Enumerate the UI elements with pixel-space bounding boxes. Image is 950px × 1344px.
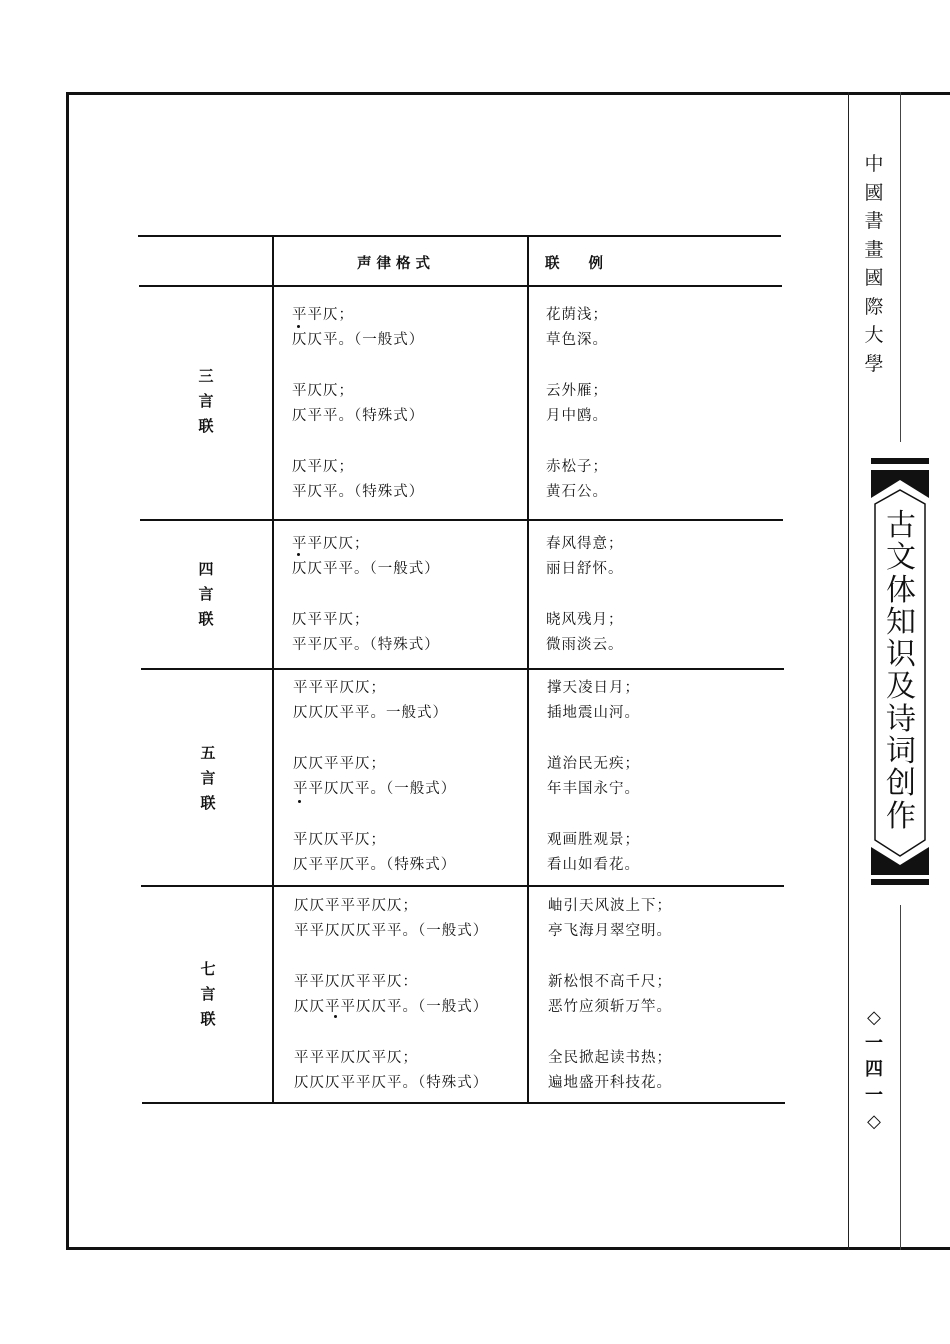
group-label-char: 言 (200, 985, 216, 1003)
pattern-line: 仄平平仄平。（特殊式） (293, 857, 457, 873)
pattern-column (292, 532, 440, 658)
pattern-line: 平仄仄平仄； (293, 832, 386, 848)
pattern-line: 平平仄平。（特殊式） (292, 637, 440, 653)
book-title-char: 体 (886, 572, 916, 608)
diamond-icon: ◇ (867, 1111, 881, 1132)
pattern-line: 平平平仄仄； (293, 680, 386, 696)
publisher-char: 中 (864, 153, 884, 175)
example-line: 观画胜观景； (547, 832, 640, 848)
book-title-char: 知 (886, 604, 916, 640)
table-col-rule (527, 236, 529, 1103)
example-line: 赤松子； (546, 459, 608, 475)
group-label-three-char (191, 364, 221, 439)
example-line: 黄石公。 (546, 484, 608, 500)
group-label-char: 七 (200, 960, 216, 978)
pattern-line: 仄仄平平仄； (293, 756, 386, 772)
example-line: 插地震山河。 (547, 705, 640, 721)
pattern-column (293, 676, 456, 878)
pattern-line: 平仄仄； (292, 383, 354, 399)
group-label-four-char (191, 557, 221, 632)
emphasis-dot (297, 553, 300, 556)
sidebar-divider-lower (900, 905, 901, 1250)
book-title-char: 文 (886, 540, 916, 576)
book-title-char: 古 (886, 508, 916, 543)
group-label-char: 三 (198, 367, 214, 385)
pattern-line: 平平仄仄仄平平。（一般式） (294, 923, 489, 939)
page-frame (66, 92, 950, 1250)
sidebar-divider (848, 92, 849, 1250)
publisher-char: 國 (864, 267, 884, 289)
example-line: 月中鸥。 (546, 408, 608, 424)
table-col-rule (272, 236, 274, 1103)
group-label-char: 四 (198, 560, 214, 578)
emphasis-dot (298, 800, 301, 803)
page-number (860, 1005, 888, 1135)
header-example: 联 例 (545, 255, 603, 272)
example-line: 微雨淡云。 (546, 637, 624, 653)
page-number-char: 四 (865, 1059, 883, 1080)
emphasis-dot (297, 325, 300, 328)
pattern-line: 平平仄； (292, 307, 354, 323)
pattern-line: 仄仄平平平仄仄； (294, 898, 418, 914)
banner-top-bar (871, 458, 929, 464)
example-line: 春风得意； (546, 536, 624, 552)
group-label-char: 言 (198, 585, 214, 603)
publisher-char: 國 (864, 181, 884, 204)
book-title-char: 作 (886, 798, 916, 834)
publisher-char: 際 (864, 295, 884, 318)
example-column (547, 676, 640, 878)
page-number-char: 一 (865, 1033, 883, 1054)
pattern-column (294, 894, 488, 1096)
table-top-rule (138, 235, 781, 237)
pattern-line: 仄仄平平。（一般式） (292, 561, 440, 577)
banner-bottom-bar (871, 879, 929, 885)
table-row-rule (141, 885, 784, 887)
pattern-line: 仄平平仄； (292, 612, 370, 628)
group-label-char: 联 (198, 610, 214, 628)
table-row-rule (141, 668, 784, 670)
book-title-char: 识 (886, 637, 916, 673)
group-label-char: 言 (200, 769, 216, 787)
publisher-char: 大 (864, 324, 884, 346)
example-line: 恶竹应须斩万竿。 (548, 999, 672, 1015)
example-column (546, 532, 624, 658)
example-line: 遍地盛开科技花。 (548, 1075, 672, 1091)
example-line: 看山如看花。 (547, 857, 640, 873)
publisher-char: 畫 (864, 238, 884, 261)
book-title-char: 创 (886, 766, 916, 802)
sidebar-divider-upper (900, 92, 901, 442)
table-row-rule (140, 519, 783, 521)
example-line: 撑天凌日月； (547, 680, 640, 696)
table-bottom-rule (142, 1102, 785, 1104)
example-line: 晓风残月； (546, 612, 624, 628)
pattern-line: 平平仄仄平平仄： (294, 974, 418, 990)
pattern-column (292, 303, 424, 505)
example-line: 全民掀起读书热； (548, 1050, 672, 1066)
example-line: 岫引天风波上下； (548, 898, 672, 914)
example-line: 草色深。 (546, 332, 608, 348)
header-pattern: 声律格式 (357, 255, 435, 272)
example-line: 丽日舒怀。 (546, 561, 624, 577)
publisher-char: 學 (864, 352, 884, 375)
table-header-rule (139, 285, 782, 287)
example-line: 亭飞海月翠空明。 (548, 923, 672, 939)
group-label-char: 言 (198, 392, 214, 410)
group-label-char: 五 (200, 744, 216, 762)
publisher-char: 書 (864, 210, 884, 232)
group-label-five-char (193, 741, 223, 816)
group-label-char: 联 (200, 1010, 216, 1028)
pattern-line: 仄仄平。（一般式） (292, 332, 425, 348)
pattern-line: 仄仄仄平平。一般式） (293, 705, 448, 721)
example-column (548, 894, 672, 1096)
book-title-char: 及 (886, 669, 916, 705)
page-number-char: 一 (865, 1085, 883, 1106)
pattern-line: 平平平仄仄平仄； (294, 1050, 418, 1066)
pattern-line: 仄仄平平仄仄平。（一般式） (294, 999, 489, 1015)
publisher-vertical-text (860, 150, 888, 378)
group-label-seven-char (193, 957, 223, 1032)
example-line: 道治民无疾； (547, 756, 640, 772)
pattern-line: 平仄平。（特殊式） (292, 484, 425, 500)
pattern-line: 仄仄仄平平仄平。（特殊式） (294, 1075, 489, 1091)
example-line: 新松恨不高千尺； (548, 974, 672, 990)
emphasis-dot (334, 1015, 337, 1018)
pattern-line: 平平仄仄平。（一般式） (293, 781, 457, 797)
example-line: 云外雁； (546, 383, 608, 399)
pattern-line: 仄平仄； (292, 459, 354, 475)
diamond-icon: ◇ (867, 1007, 881, 1028)
group-label-char: 联 (198, 417, 214, 435)
example-column (546, 303, 608, 505)
book-title-vertical (872, 510, 930, 833)
example-line: 花荫浅； (546, 307, 608, 323)
pattern-line: 平平仄仄； (292, 536, 370, 552)
pattern-line: 仄平平。（特殊式） (292, 408, 425, 424)
example-line: 年丰国永宁。 (547, 781, 640, 797)
book-title-char: 诗 (886, 701, 916, 737)
group-label-char: 联 (200, 794, 216, 812)
book-title-char: 词 (886, 734, 916, 770)
